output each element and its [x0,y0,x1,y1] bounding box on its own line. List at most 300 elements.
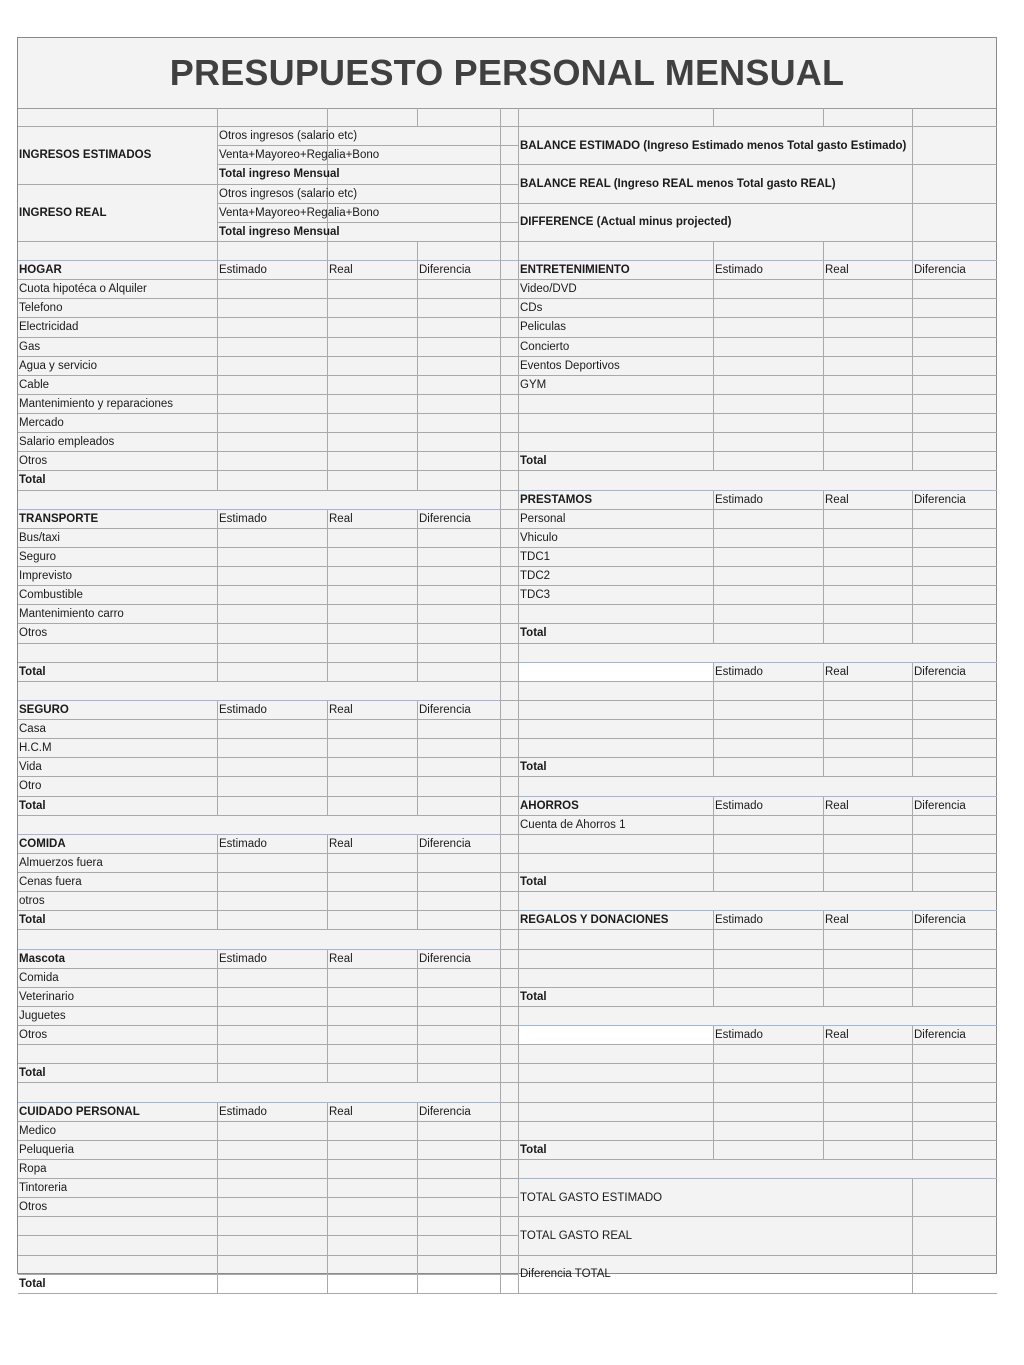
gap-cell[interactable] [501,1256,519,1275]
value-cell[interactable] [328,548,418,567]
value-cell[interactable] [218,1160,328,1179]
empty-label-cell[interactable] [519,969,714,988]
value-cell[interactable] [913,930,997,949]
spacer-cell[interactable] [913,108,997,127]
spacer-cell[interactable] [824,242,913,261]
value-cell[interactable] [418,854,501,873]
value-cell[interactable] [328,471,418,490]
value-cell[interactable] [328,1275,418,1294]
value-cell[interactable] [218,548,328,567]
empty-label-cell[interactable] [18,1045,218,1064]
difference-total-value[interactable] [913,1256,997,1294]
value-cell[interactable] [328,1026,418,1045]
gap-cell[interactable] [501,510,519,529]
value-cell[interactable] [418,471,501,490]
value-cell[interactable] [714,701,824,720]
value-cell[interactable] [913,720,997,739]
value-cell[interactable] [824,758,913,777]
gap-cell[interactable] [501,414,519,433]
value-cell[interactable] [418,1122,501,1141]
gap-cell[interactable] [501,586,519,605]
value-cell[interactable] [418,567,501,586]
gap-cell[interactable] [501,1026,519,1045]
gap-cell[interactable] [501,471,519,490]
gap-cell[interactable] [501,1217,519,1236]
value-cell[interactable] [328,1217,418,1236]
value-cell[interactable] [913,1083,997,1102]
spacer-row[interactable] [519,1007,997,1026]
spacer-cell[interactable] [218,242,328,261]
empty-label-cell[interactable] [519,1045,714,1064]
gap-cell[interactable] [501,720,519,739]
value-cell[interactable] [418,529,501,548]
value-cell[interactable] [328,338,418,357]
value-cell[interactable] [824,414,913,433]
income-value-cell[interactable] [328,223,501,242]
gap-cell[interactable] [501,892,519,911]
value-cell[interactable] [714,605,824,624]
value-cell[interactable] [218,433,328,452]
value-cell[interactable] [714,318,824,337]
value-cell[interactable] [913,854,997,873]
gap-cell[interactable] [501,605,519,624]
spacer-row[interactable] [18,1083,501,1102]
value-cell[interactable] [913,567,997,586]
empty-label-cell[interactable] [18,1236,218,1255]
total-estimated-value[interactable] [913,1179,997,1217]
value-cell[interactable] [418,338,501,357]
value-cell[interactable] [418,758,501,777]
empty-label-cell[interactable] [519,395,714,414]
value-cell[interactable] [418,548,501,567]
value-cell[interactable] [824,1103,913,1122]
value-cell[interactable] [418,395,501,414]
value-cell[interactable] [328,318,418,337]
value-cell[interactable] [418,1141,501,1160]
spacer-cell[interactable] [519,242,714,261]
value-cell[interactable] [714,873,824,892]
value-cell[interactable] [218,873,328,892]
value-cell[interactable] [824,433,913,452]
value-cell[interactable] [714,758,824,777]
value-cell[interactable] [218,567,328,586]
value-cell[interactable] [328,758,418,777]
value-cell[interactable] [714,376,824,395]
value-cell[interactable] [824,338,913,357]
empty-label-cell[interactable] [519,1064,714,1083]
value-cell[interactable] [418,605,501,624]
gap-cell[interactable] [501,1236,519,1255]
value-cell[interactable] [913,739,997,758]
value-cell[interactable] [328,1141,418,1160]
value-cell[interactable] [328,663,418,682]
value-cell[interactable] [913,1045,997,1064]
value-cell[interactable] [824,739,913,758]
value-cell[interactable] [328,357,418,376]
spacer-cell[interactable] [418,108,501,127]
value-cell[interactable] [714,395,824,414]
value-cell[interactable] [418,1045,501,1064]
gap-cell[interactable] [501,280,519,299]
value-cell[interactable] [913,376,997,395]
spacer-cell[interactable] [328,108,418,127]
value-cell[interactable] [418,414,501,433]
gap-cell[interactable] [501,491,519,510]
value-cell[interactable] [714,357,824,376]
gap-cell[interactable] [501,682,519,701]
gap-cell[interactable] [501,854,519,873]
value-cell[interactable] [218,357,328,376]
value-cell[interactable] [328,586,418,605]
spacer-cell[interactable] [714,242,824,261]
value-cell[interactable] [218,586,328,605]
value-cell[interactable] [418,1236,501,1255]
value-cell[interactable] [913,1141,997,1160]
gap-cell[interactable] [501,357,519,376]
spacer-cell[interactable] [218,108,328,127]
value-cell[interactable] [328,777,418,796]
value-cell[interactable] [218,854,328,873]
value-cell[interactable] [913,701,997,720]
value-cell[interactable] [328,1236,418,1255]
value-cell[interactable] [418,663,501,682]
value-cell[interactable] [218,911,328,930]
value-cell[interactable] [328,873,418,892]
value-cell[interactable] [328,969,418,988]
value-cell[interactable] [714,739,824,758]
value-cell[interactable] [418,988,501,1007]
gap-cell[interactable] [501,988,519,1007]
empty-label-cell[interactable] [519,720,714,739]
gap-cell[interactable] [501,1141,519,1160]
value-cell[interactable] [913,510,997,529]
value-cell[interactable] [824,1122,913,1141]
gap-cell[interactable] [501,739,519,758]
gap-cell[interactable] [501,835,519,854]
value-cell[interactable] [418,1064,501,1083]
value-cell[interactable] [218,1122,328,1141]
value-cell[interactable] [824,357,913,376]
value-cell[interactable] [824,1045,913,1064]
value-cell[interactable] [913,357,997,376]
gap-cell[interactable] [501,376,519,395]
gap-cell[interactable] [501,701,519,720]
value-cell[interactable] [418,873,501,892]
value-cell[interactable] [328,414,418,433]
gap-cell[interactable] [501,911,519,930]
value-cell[interactable] [913,988,997,1007]
value-cell[interactable] [824,548,913,567]
income-value-cell[interactable] [328,185,501,204]
gap-cell[interactable] [501,223,519,242]
spacer-row[interactable] [18,491,501,510]
value-cell[interactable] [913,529,997,548]
empty-label-cell[interactable] [519,433,714,452]
gap-cell[interactable] [501,873,519,892]
value-cell[interactable] [328,1160,418,1179]
empty-label-cell[interactable] [519,682,714,701]
gap-cell[interactable] [501,395,519,414]
value-cell[interactable] [714,433,824,452]
value-cell[interactable] [418,1275,501,1294]
value-cell[interactable] [714,969,824,988]
empty-label-cell[interactable] [519,1122,714,1141]
gap-cell[interactable] [501,930,519,949]
value-cell[interactable] [418,586,501,605]
spacer-row[interactable] [18,930,501,949]
value-cell[interactable] [218,644,328,663]
value-cell[interactable] [714,720,824,739]
value-cell[interactable] [218,1026,328,1045]
value-cell[interactable] [218,777,328,796]
spacer-cell[interactable] [519,108,714,127]
value-cell[interactable] [824,510,913,529]
balance-estimated-value[interactable] [913,127,997,165]
value-cell[interactable] [328,644,418,663]
gap-cell[interactable] [501,1083,519,1102]
value-cell[interactable] [218,624,328,643]
difference-value[interactable] [913,204,997,242]
gap-cell[interactable] [501,299,519,318]
unnamed-header[interactable] [519,663,714,682]
gap-cell[interactable] [501,797,519,816]
spacer-cell[interactable] [501,242,519,261]
value-cell[interactable] [218,720,328,739]
value-cell[interactable] [714,280,824,299]
value-cell[interactable] [328,1007,418,1026]
value-cell[interactable] [913,969,997,988]
value-cell[interactable] [328,1256,418,1275]
value-cell[interactable] [328,988,418,1007]
gap-cell[interactable] [501,529,519,548]
empty-label-cell[interactable] [18,1217,218,1236]
value-cell[interactable] [913,395,997,414]
value-cell[interactable] [714,835,824,854]
value-cell[interactable] [824,873,913,892]
value-cell[interactable] [824,835,913,854]
value-cell[interactable] [218,318,328,337]
value-cell[interactable] [714,586,824,605]
value-cell[interactable] [913,318,997,337]
value-cell[interactable] [714,1141,824,1160]
value-cell[interactable] [714,624,824,643]
value-cell[interactable] [913,758,997,777]
value-cell[interactable] [714,299,824,318]
value-cell[interactable] [328,529,418,548]
gap-cell[interactable] [501,1045,519,1064]
value-cell[interactable] [418,911,501,930]
value-cell[interactable] [328,854,418,873]
value-cell[interactable] [913,414,997,433]
value-cell[interactable] [714,682,824,701]
gap-cell[interactable] [501,624,519,643]
value-cell[interactable] [714,452,824,471]
gap-cell[interactable] [501,950,519,969]
value-cell[interactable] [913,1064,997,1083]
value-cell[interactable] [913,950,997,969]
income-value-cell[interactable] [328,146,501,165]
value-cell[interactable] [218,1198,328,1217]
value-cell[interactable] [328,299,418,318]
unnamed-header[interactable] [519,1026,714,1045]
gap-cell[interactable] [501,777,519,796]
value-cell[interactable] [824,318,913,337]
spacer-row[interactable] [18,682,501,701]
value-cell[interactable] [824,452,913,471]
value-cell[interactable] [418,1198,501,1217]
gap-cell[interactable] [501,1275,519,1294]
value-cell[interactable] [714,567,824,586]
gap-cell[interactable] [501,318,519,337]
value-cell[interactable] [913,624,997,643]
value-cell[interactable] [218,1179,328,1198]
value-cell[interactable] [418,797,501,816]
value-cell[interactable] [418,357,501,376]
value-cell[interactable] [824,1141,913,1160]
value-cell[interactable] [218,739,328,758]
gap-cell[interactable] [501,758,519,777]
spacer-row[interactable] [519,644,997,663]
value-cell[interactable] [824,624,913,643]
spacer-cell[interactable] [913,242,997,261]
value-cell[interactable] [824,1064,913,1083]
value-cell[interactable] [824,395,913,414]
value-cell[interactable] [218,1236,328,1255]
gap-cell[interactable] [501,261,519,280]
value-cell[interactable] [824,720,913,739]
value-cell[interactable] [418,1217,501,1236]
value-cell[interactable] [824,682,913,701]
value-cell[interactable] [824,950,913,969]
value-cell[interactable] [714,414,824,433]
value-cell[interactable] [218,376,328,395]
value-cell[interactable] [824,854,913,873]
gap-cell[interactable] [501,644,519,663]
value-cell[interactable] [714,529,824,548]
value-cell[interactable] [824,567,913,586]
spacer-row[interactable] [519,471,997,490]
gap-cell[interactable] [501,548,519,567]
value-cell[interactable] [218,605,328,624]
value-cell[interactable] [714,930,824,949]
value-cell[interactable] [418,452,501,471]
value-cell[interactable] [418,1256,501,1275]
gap-cell[interactable] [501,1064,519,1083]
value-cell[interactable] [824,930,913,949]
value-cell[interactable] [913,452,997,471]
value-cell[interactable] [913,548,997,567]
value-cell[interactable] [824,299,913,318]
value-cell[interactable] [328,911,418,930]
value-cell[interactable] [328,892,418,911]
gap-cell[interactable] [501,1179,519,1198]
value-cell[interactable] [328,280,418,299]
value-cell[interactable] [418,1007,501,1026]
value-cell[interactable] [418,739,501,758]
empty-label-cell[interactable] [519,701,714,720]
spacer-cell[interactable] [328,242,418,261]
gap-cell[interactable] [501,146,519,165]
value-cell[interactable] [418,376,501,395]
value-cell[interactable] [218,395,328,414]
value-cell[interactable] [824,816,913,835]
value-cell[interactable] [913,1122,997,1141]
value-cell[interactable] [218,452,328,471]
spacer-cell[interactable] [418,242,501,261]
value-cell[interactable] [328,1045,418,1064]
value-cell[interactable] [824,376,913,395]
value-cell[interactable] [328,720,418,739]
value-cell[interactable] [714,1083,824,1102]
value-cell[interactable] [328,1122,418,1141]
value-cell[interactable] [418,433,501,452]
empty-label-cell[interactable] [519,605,714,624]
value-cell[interactable] [218,758,328,777]
value-cell[interactable] [328,624,418,643]
spacer-cell[interactable] [18,108,218,127]
value-cell[interactable] [913,586,997,605]
value-cell[interactable] [418,892,501,911]
gap-cell[interactable] [501,663,519,682]
value-cell[interactable] [418,1026,501,1045]
value-cell[interactable] [714,1103,824,1122]
value-cell[interactable] [418,318,501,337]
value-cell[interactable] [418,1179,501,1198]
value-cell[interactable] [913,835,997,854]
value-cell[interactable] [824,605,913,624]
value-cell[interactable] [218,1064,328,1083]
empty-label-cell[interactable] [519,835,714,854]
value-cell[interactable] [218,988,328,1007]
value-cell[interactable] [218,529,328,548]
value-cell[interactable] [714,854,824,873]
value-cell[interactable] [218,338,328,357]
gap-cell[interactable] [501,165,519,184]
gap-cell[interactable] [501,338,519,357]
value-cell[interactable] [218,471,328,490]
value-cell[interactable] [218,969,328,988]
value-cell[interactable] [218,892,328,911]
value-cell[interactable] [824,988,913,1007]
value-cell[interactable] [418,299,501,318]
value-cell[interactable] [218,1275,328,1294]
value-cell[interactable] [328,395,418,414]
spacer-cell[interactable] [714,108,824,127]
income-value-cell[interactable] [328,204,501,223]
value-cell[interactable] [218,1141,328,1160]
gap-cell[interactable] [501,1007,519,1026]
value-cell[interactable] [418,777,501,796]
value-cell[interactable] [913,433,997,452]
gap-cell[interactable] [501,1198,519,1217]
value-cell[interactable] [328,739,418,758]
value-cell[interactable] [328,605,418,624]
value-cell[interactable] [218,663,328,682]
empty-label-cell[interactable] [18,1256,218,1275]
income-value-cell[interactable] [328,127,501,146]
value-cell[interactable] [714,338,824,357]
gap-cell[interactable] [501,452,519,471]
value-cell[interactable] [328,567,418,586]
value-cell[interactable] [913,280,997,299]
gap-cell[interactable] [501,1103,519,1122]
empty-label-cell[interactable] [519,1083,714,1102]
gap-cell[interactable] [501,204,519,223]
income-value-cell[interactable] [328,165,501,184]
gap-cell[interactable] [501,1122,519,1141]
value-cell[interactable] [714,1045,824,1064]
value-cell[interactable] [218,280,328,299]
